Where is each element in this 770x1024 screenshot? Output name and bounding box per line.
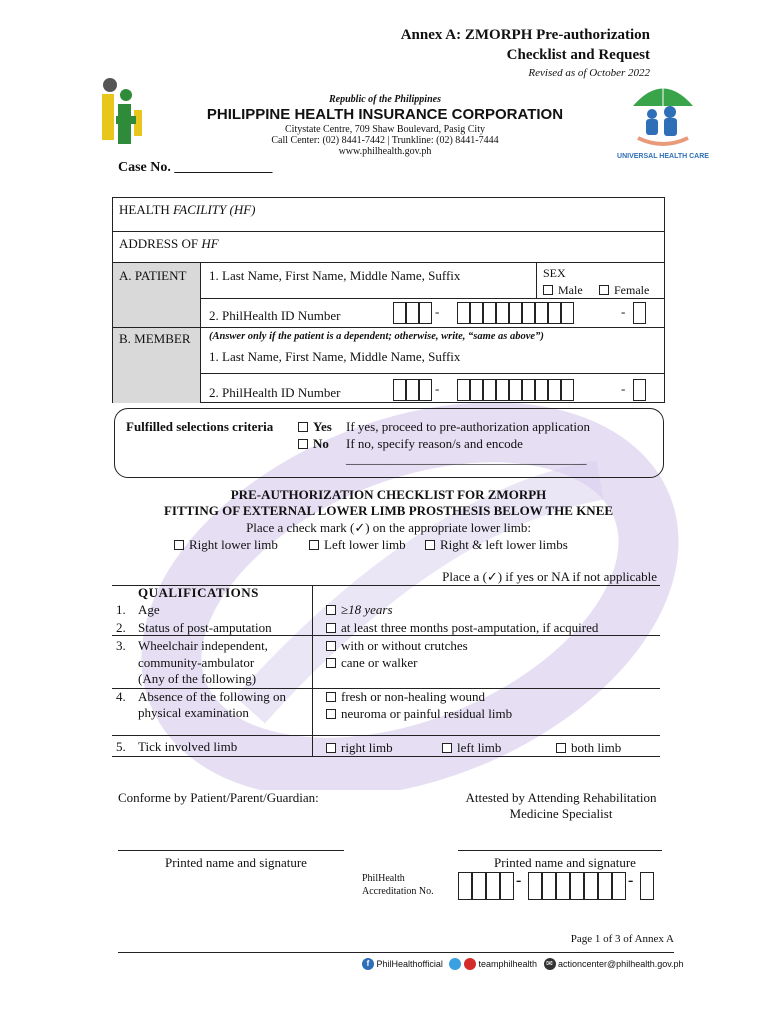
republic-label: Republic of the Philippines [329, 94, 441, 105]
row-4-option-2[interactable]: neuroma or painful residual limb [326, 706, 512, 722]
sex-male-option[interactable]: Male [543, 283, 583, 298]
row-3-option-2[interactable]: cane or walker [326, 655, 418, 671]
member-id-label: 2. PhilHealth ID Number [209, 385, 341, 400]
checklist-title-2: FITTING OF EXTERNAL LOWER LIMB PROSTHESIS BELOW THE KNEE [163, 503, 614, 518]
patient-id-label: 2. PhilHealth ID Number [209, 308, 341, 323]
corporation-name: PHILIPPINE HEALTH INSURANCE CORPORATION [206, 106, 564, 123]
age-checkbox[interactable] [326, 605, 336, 615]
member-id-boxes[interactable]: - - [393, 379, 653, 401]
row-4-number: 4. [116, 689, 126, 704]
member-name-field[interactable]: 1. Last Name, First Name, Middle Name, Suffix [209, 349, 461, 364]
sex-female-option[interactable]: Female [599, 283, 649, 298]
uhc-label: UNIVERSAL HEALTH CARE [617, 153, 709, 160]
no-checkbox[interactable] [298, 439, 308, 449]
patient-member-table [112, 197, 665, 403]
right-limb-checkbox[interactable] [326, 743, 336, 753]
printed-name-right: Printed name and signature [494, 855, 636, 870]
neuroma-checkbox[interactable] [326, 709, 336, 719]
youtube-icon [464, 958, 476, 970]
left-lower-limb-option[interactable]: Left lower limb [309, 537, 406, 553]
patient-section-label: A. PATIENT [119, 268, 187, 283]
criteria-no-text: If no, specify reason/s and encode [346, 436, 523, 451]
patient-signature-line[interactable] [118, 850, 344, 851]
criteria-yes-option[interactable]: Yes [298, 419, 332, 435]
row-3-label-2: community-ambulator [138, 655, 255, 670]
both-lower-limbs-checkbox[interactable] [425, 540, 435, 550]
female-checkbox[interactable] [599, 285, 609, 295]
attested-label-1: Attested by Attending Rehabilitation [465, 790, 657, 805]
row-1-number: 1. [116, 602, 126, 617]
row-3-label-3: (Any of the following) [138, 671, 257, 686]
row-3-label-1: Wheelchair independent, [138, 638, 268, 653]
member-note: (Answer only if the patient is a dependent; otherwise, write, “same as above”) [209, 331, 544, 342]
criteria-reason-field[interactable]: _____________________________________ [346, 451, 587, 466]
row-5-label: Tick involved limb [138, 739, 238, 754]
row-5-option-left[interactable]: left limb [442, 740, 501, 756]
email-address[interactable]: actioncenter@philhealth.gov.ph [558, 959, 684, 969]
both-limb-checkbox[interactable] [556, 743, 566, 753]
right-lower-limb-checkbox[interactable] [174, 540, 184, 550]
corporation-address: Citystate Centre, 709 Shaw Boulevard, Pasig City [285, 124, 485, 135]
universal-health-care-logo-icon [628, 76, 698, 156]
cane-walker-checkbox[interactable] [326, 658, 336, 668]
address-of-hf-field[interactable]: ADDRESS OF HF [119, 236, 219, 251]
wound-checkbox[interactable] [326, 692, 336, 702]
accreditation-label-1: PhilHealth [362, 873, 405, 884]
annex-subtitle: Checklist and Request [506, 47, 650, 63]
row-3-number: 3. [116, 638, 126, 653]
male-checkbox[interactable] [543, 285, 553, 295]
health-facility-field[interactable]: HEALTH FACILITY (HF) [119, 202, 256, 217]
row-2-label: Status of post-amputation [138, 620, 272, 635]
checklist-title-1: PRE-AUTHORIZATION CHECKLIST FOR ZMORPH [230, 487, 547, 502]
criteria-yes-text: If yes, proceed to pre-authorization application [346, 419, 591, 434]
page-number: Page 1 of 3 of Annex A [570, 933, 674, 945]
attested-label-2: Medicine Specialist [509, 806, 613, 821]
row-2-option-1[interactable]: at least three months post-amputation, if acquired [326, 620, 598, 636]
row-1-label: Age [138, 602, 160, 617]
criteria-no-option[interactable]: No [298, 436, 329, 452]
qualifications-table [112, 585, 660, 757]
row-3-option-1[interactable]: with or without crutches [326, 638, 468, 654]
checklist-instruction: Place a check mark (✓) on the appropriate lower limb: [246, 520, 531, 535]
left-limb-checkbox[interactable] [442, 743, 452, 753]
left-lower-limb-checkbox[interactable] [309, 540, 319, 550]
qualifications-header: QUALIFICATIONS [138, 585, 259, 600]
row-5-option-both[interactable]: both limb [556, 740, 621, 756]
conforme-label: Conforme by Patient/Parent/Guardian: [118, 790, 319, 805]
accreditation-label-2: Accreditation No. [362, 886, 434, 897]
philhealth-logo-icon [98, 76, 146, 152]
twitter-youtube-handle[interactable]: teamphilhealth [478, 959, 537, 969]
sex-label: SEX [543, 266, 566, 280]
revised-date: Revised as of October 2022 [528, 67, 650, 79]
right-lower-limb-option[interactable]: Right lower limb [174, 537, 278, 553]
patient-name-field[interactable]: 1. Last Name, First Name, Middle Name, Suffix [209, 268, 461, 283]
email-icon: ✉ [544, 958, 556, 970]
post-amputation-checkbox[interactable] [326, 623, 336, 633]
facebook-handle[interactable]: PhilHealthofficial [376, 959, 443, 969]
yes-checkbox[interactable] [298, 422, 308, 432]
crutches-checkbox[interactable] [326, 641, 336, 651]
footer-divider [118, 952, 674, 953]
row-4-label-2: physical examination [138, 705, 249, 720]
place-note: Place a (✓) if yes or NA if not applicable [442, 569, 657, 584]
row-2-number: 2. [116, 620, 126, 635]
both-lower-limbs-option[interactable]: Right & left lower limbs [425, 537, 568, 553]
criteria-label: Fulfilled selections criteria [126, 419, 274, 434]
facebook-icon: f [362, 958, 374, 970]
row-5-option-right[interactable]: right limb [326, 740, 393, 756]
row-4-option-1[interactable]: fresh or non-healing wound [326, 689, 485, 705]
row-4-label-1: Absence of the following on [138, 689, 287, 704]
footer-social [362, 958, 684, 972]
case-number-field[interactable]: Case No. ______________ [118, 160, 273, 175]
row-1-option-1[interactable]: ≥18 years [326, 602, 393, 618]
member-section-label: B. MEMBER [119, 331, 191, 346]
corporation-contact: Call Center: (02) 8441-7442 | Trunkline: (02) 8441-7444 [271, 135, 499, 146]
row-5-number: 5. [116, 739, 126, 754]
corporation-website: www.philhealth.gov.ph [338, 146, 432, 157]
accreditation-number-boxes[interactable]: - - [458, 872, 658, 900]
annex-title: Annex A: ZMORPH Pre-authorization [400, 27, 650, 43]
twitter-icon [449, 958, 461, 970]
specialist-signature-line[interactable] [458, 850, 662, 851]
patient-id-boxes[interactable]: - - [393, 302, 653, 324]
printed-name-left: Printed name and signature [165, 855, 307, 870]
